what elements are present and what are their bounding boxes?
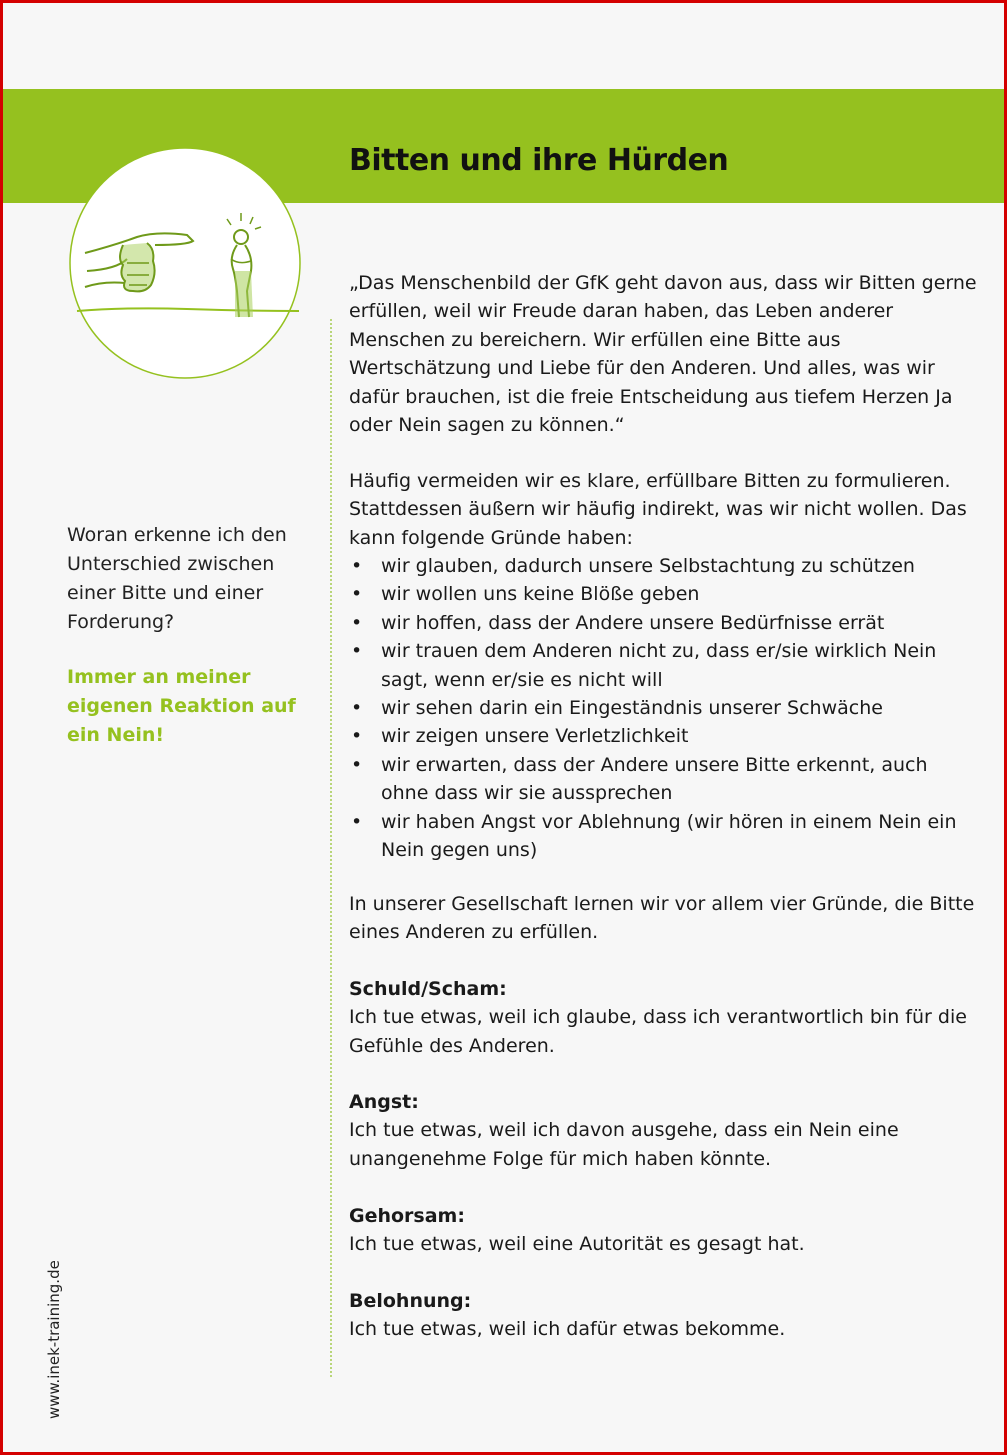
reason-text: Ich tue etwas, weil ich davon ausgehe, dass ein Nein eine unangenehme Folge für mich haben könnte. <box>349 1119 899 1170</box>
page-title: Bitten und ihre Hürden <box>349 143 729 178</box>
reason-title: Angst: <box>349 1091 419 1113</box>
sidebar-question: Woran erkenne ich den Unterschied zwischen einer Bitte und einer Forderung? <box>67 524 287 633</box>
pointing-hand-illustration <box>67 141 303 381</box>
reason-block-fear <box>349 1088 979 1173</box>
list-item: • wir trauen dem Anderen nicht zu, dass er/sie wirklich Nein sagt, wenn er/sie es nicht will <box>349 637 979 694</box>
column-divider <box>330 319 332 1377</box>
reason-text: Ich tue etwas, weil eine Autorität es gesagt hat. <box>349 1233 805 1256</box>
sidebar-answer: Immer an meiner eigenen Reaktion auf ein Nein! <box>67 666 296 746</box>
reason-block-guilt <box>349 975 979 1060</box>
reason-block-obedience <box>349 1202 979 1259</box>
reason-title: Belohnung: <box>349 1290 472 1312</box>
reason-title: Schuld/Scham: <box>349 978 507 1000</box>
reason-title: Gehorsam: <box>349 1205 465 1227</box>
list-item: • wir zeigen unsere Verletzlichkeit <box>349 722 979 750</box>
reason-block-reward <box>349 1287 979 1344</box>
reason-text: Ich tue etwas, weil ich glaube, dass ich verantwortlich bin für die Gefühle des Anderen. <box>349 1006 967 1057</box>
list-item: • wir wollen uns keine Blöße geben <box>349 580 979 608</box>
footer-url: www.inek-training.de <box>45 1260 63 1419</box>
list-item: • wir hoffen, dass der Andere unsere Bedürfnisse errät <box>349 609 979 637</box>
quote-paragraph: „Das Menschenbild der GfK geht davon aus, dass wir Bitten gerne erfüllen, weil wir Freude daran haben, das Leben anderer Menschen zu bereichern. Wir erfüllen eine Bitte aus Wertschätzung und Liebe für den Anderen. Und alles, was wir dafür brauchen, ist die freie Entscheidung aus tiefem Herzen Ja oder Nein sagen zu können.“ <box>349 272 977 437</box>
intro-paragraph: Häufig vermeiden wir es klare, erfüllbare Bitten zu formulieren. Stattdessen äußern wir häufig indirekt, was wir nicht wollen. Das kann folgende Gründe haben: <box>349 470 967 549</box>
list-item: • wir haben Angst vor Ablehnung (wir hören in einem Nein ein Nein gegen uns) <box>349 808 979 865</box>
list-item: • wir erwarten, dass der Andere unsere Bitte erkennt, auch ohne dass wir sie aussprechen <box>349 751 979 808</box>
list-item: • wir glauben, dadurch unsere Selbstachtung zu schützen <box>349 552 979 580</box>
society-paragraph: In unserer Gesellschaft lernen wir vor allem vier Gründe, die Bitte eines Anderen zu erfüllen. <box>349 893 975 944</box>
reasons-list <box>349 552 979 864</box>
reason-text: Ich tue etwas, weil ich dafür etwas bekomme. <box>349 1318 786 1341</box>
list-item: • wir sehen darin ein Eingeständnis unserer Schwäche <box>349 694 979 722</box>
